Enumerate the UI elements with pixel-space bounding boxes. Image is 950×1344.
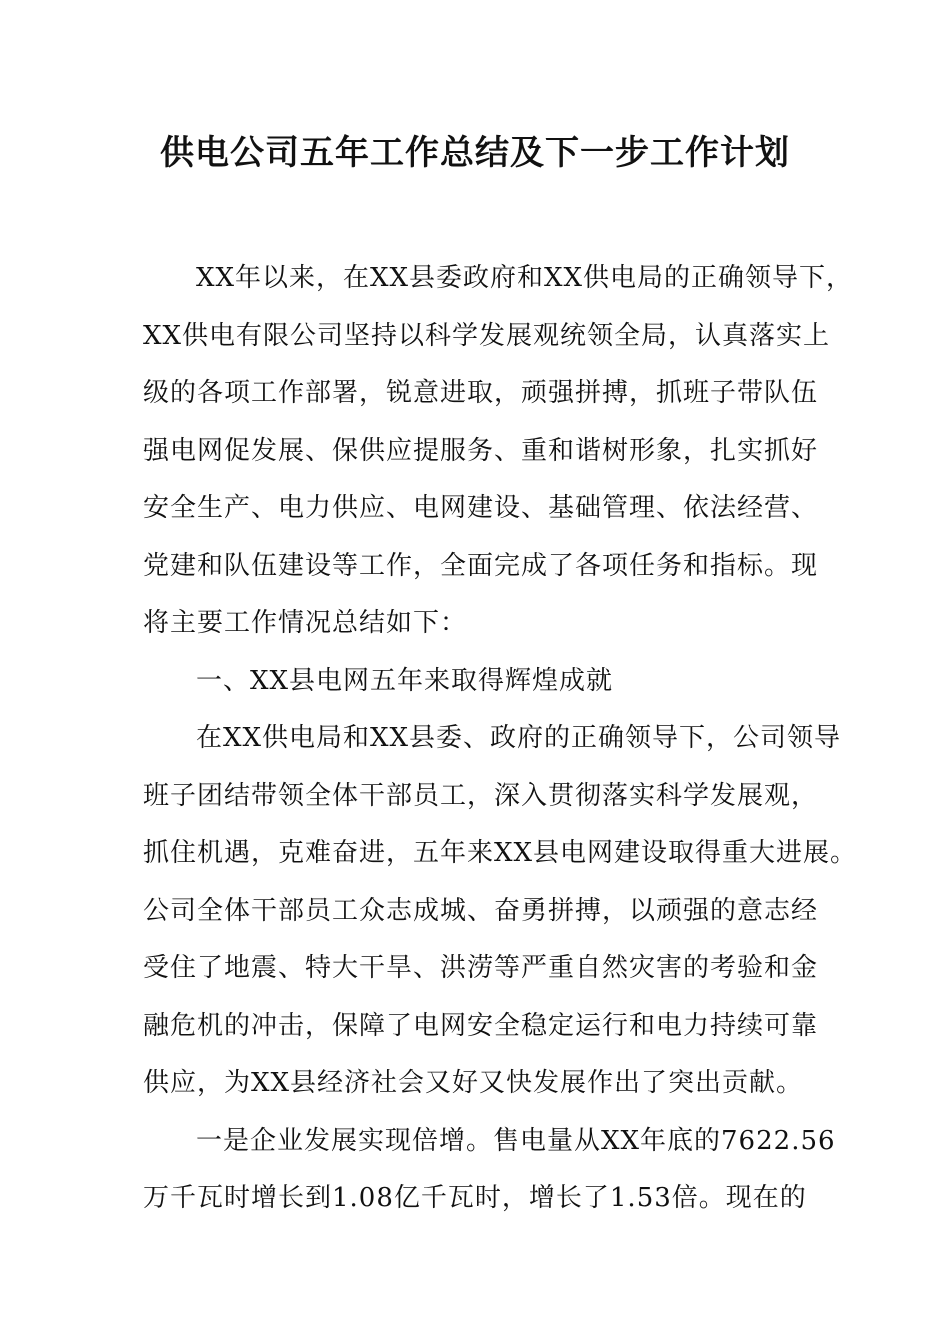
paragraph-line: 党建和队伍建设等工作，全面完成了各项任务和指标。现 <box>143 551 819 581</box>
paragraph-line: 供应，为XX县经济社会又好又快发展作出了突出贡献。 <box>143 1068 804 1098</box>
paragraph-line: 万千瓦时增长到1.08亿千瓦时，增长了1.53倍。现在的 <box>143 1183 807 1213</box>
paragraph-line: XX年以来，在XX县委政府和XX供电局的正确领导下， <box>196 263 854 293</box>
paragraph-line: 班子团结带领全体干部员工，深入贯彻落实科学发展观， <box>143 781 819 811</box>
section-heading: 一、XX县电网五年来取得辉煌成就 <box>196 666 614 696</box>
paragraph-line: 强电网促发展、保供应提服务、重和谐树形象，扎实抓好 <box>143 436 819 466</box>
paragraph-line: 安全生产、电力供应、电网建设、基础管理、依法经营、 <box>143 493 819 523</box>
paragraph-line: 一是企业发展实现倍增。售电量从XX年底的7622.56 <box>196 1126 836 1156</box>
paragraph-line: 抓住机遇，克难奋进，五年来XX县电网建设取得重大进展。 <box>143 838 858 868</box>
paragraph-line: 公司全体干部员工众志成城、奋勇拼搏，以顽强的意志经 <box>143 896 819 926</box>
paragraph-line: 将主要工作情况总结如下： <box>143 608 468 638</box>
paragraph-line: 级的各项工作部署，锐意进取，顽强拼搏，抓班子带队伍 <box>143 378 819 408</box>
paragraph-line: 融危机的冲击，保障了电网安全稳定运行和电力持续可靠 <box>143 1011 819 1041</box>
paragraph-line: 受住了地震、特大干旱、洪涝等严重自然灾害的考验和金 <box>143 953 819 983</box>
document-title: 供电公司五年工作总结及下一步工作计划 <box>160 133 790 173</box>
paragraph-line: 在XX供电局和XX县委、政府的正确领导下，公司领导 <box>196 723 842 753</box>
paragraph-line: XX供电有限公司坚持以科学发展观统领全局，认真落实上 <box>143 321 831 351</box>
